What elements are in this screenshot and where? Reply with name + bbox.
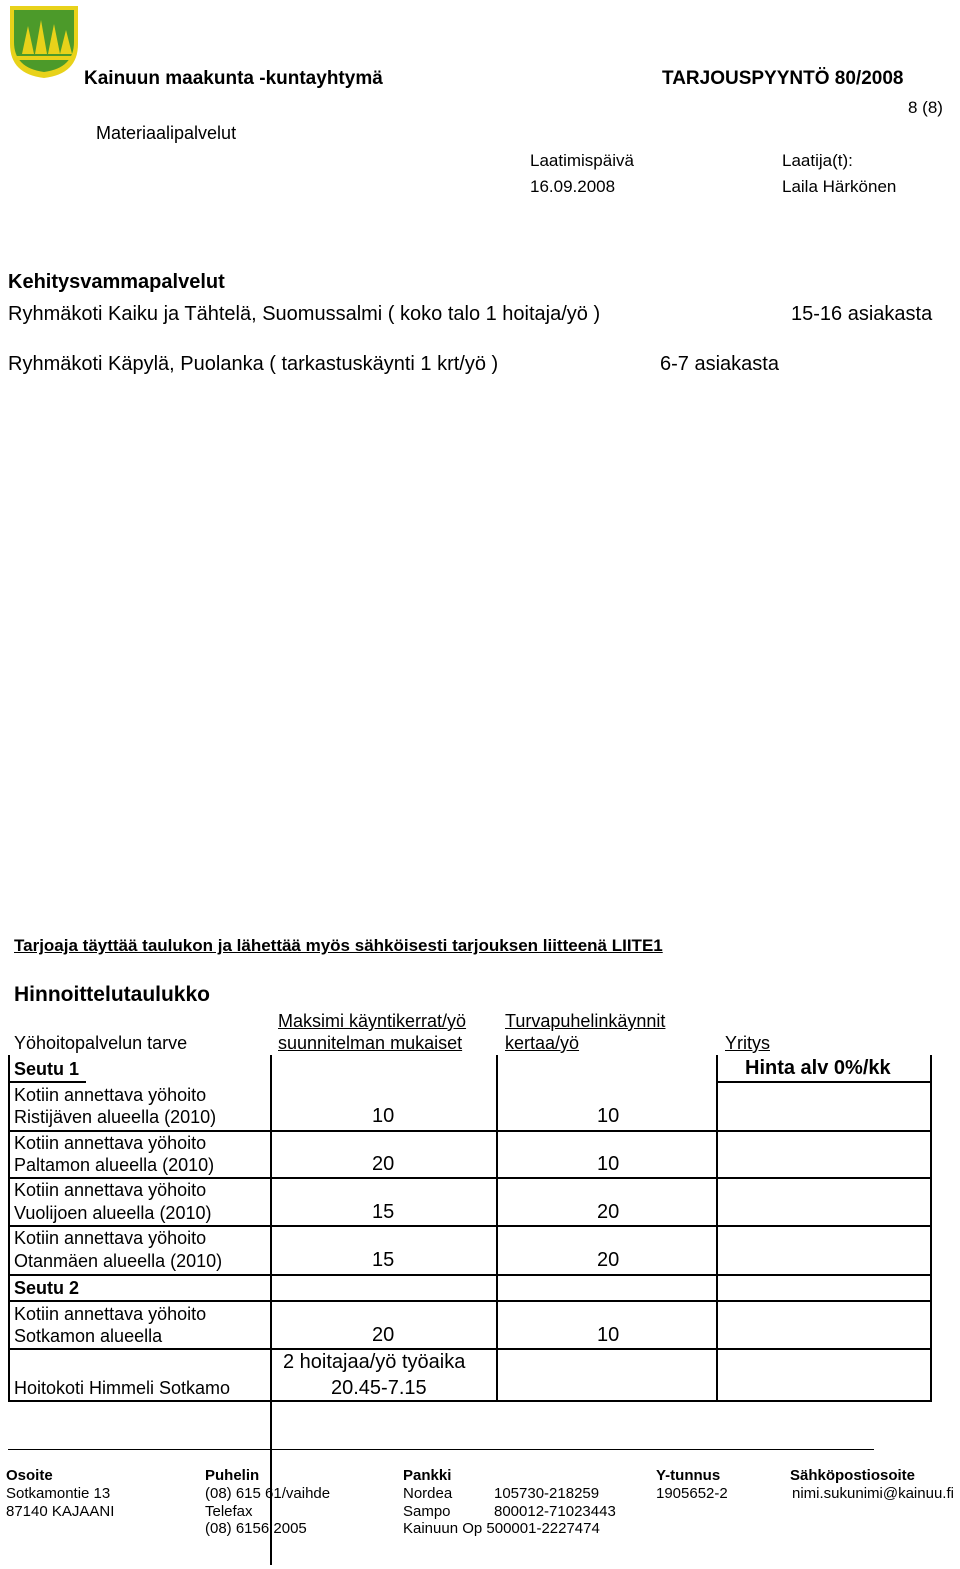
section-title: Kehitysvammapalvelut [8, 271, 225, 293]
row-2-phone: 10 [597, 1153, 620, 1175]
row-1-line-1: Kotiin annettava yöhoito [14, 1085, 207, 1105]
author-value: Laila Härkönen [782, 177, 897, 196]
footer-phone-2: Telefax [205, 1503, 253, 1520]
footer-bank-1-acc: 105730-218259 [494, 1485, 600, 1502]
last-row-visits-1: 2 hoitajaa/yö työaika [283, 1351, 466, 1373]
row-2-visits: 20 [372, 1153, 395, 1175]
col-header-phone-1: Turvapuhelinkäynnit [505, 1011, 666, 1031]
date-value: 16.09.2008 [530, 177, 616, 196]
footer-bank-label: Pankki [403, 1467, 452, 1484]
last-row-visits-2: 20.45-7.15 [331, 1377, 427, 1399]
footer-address-1: Sotkamontie 13 [6, 1485, 111, 1502]
doc-id: TARJOUSPYYNTÖ 80/2008 [662, 68, 904, 89]
price-header: Hinta alv 0%/kk [745, 1057, 891, 1079]
unit-line-1: Ryhmäkoti Kaiku ja Tähtelä, Suomussalmi ( koko talo 1 hoitaja/yö ) [8, 303, 601, 325]
table-title: Hinnoittelutaulukko [14, 983, 210, 1006]
row-3-phone: 20 [597, 1201, 620, 1223]
row-5-line-1: Kotiin annettava yöhoito [14, 1304, 207, 1324]
region-2-label: Seutu 2 [14, 1278, 80, 1298]
row-1-phone: 10 [597, 1105, 620, 1127]
author-label: Laatija(t): [782, 151, 853, 170]
footer-bank-1-name: Nordea [403, 1485, 453, 1502]
row-3-line-1: Kotiin annettava yöhoito [14, 1180, 207, 1200]
col-header-visits-2: suunnitelman mukaiset [278, 1033, 463, 1053]
last-row-label: Hoitokoti Himmeli Sotkamo [14, 1378, 231, 1398]
instruction-text: Tarjoaja täyttää taulukon ja lähettää myös sähköisesti tarjouksen liitteenä LIITE1 [14, 936, 663, 955]
row-4-visits: 15 [372, 1249, 395, 1271]
footer-bank-3: Kainuun Op 500001-2227474 [403, 1520, 600, 1537]
footer-phone-1: (08) 615 61/vaihde [205, 1485, 331, 1502]
page-number: 8 (8) [908, 98, 943, 117]
row-4-phone: 20 [597, 1249, 620, 1271]
footer-bank-2-acc: 800012-71023443 [494, 1503, 616, 1520]
row-5-phone: 10 [597, 1324, 620, 1346]
row-4-line-2: Otanmäen alueella (2010) [14, 1251, 223, 1271]
unit-line-2: Ryhmäkoti Käpylä, Puolanka ( tarkastuskäynti 1 krt/yö ) [8, 353, 499, 375]
department: Materiaalipalvelut [96, 123, 237, 143]
row-3-visits: 15 [372, 1201, 395, 1223]
row-2-line-2: Paltamon alueella (2010) [14, 1155, 215, 1175]
date-label: Laatimispäivä [530, 151, 634, 170]
col-header-company: Yritys [725, 1033, 770, 1053]
footer-email[interactable]: nimi.sukunimi@kainuu.fi [792, 1485, 954, 1502]
row-1-line-2: Ristijäven alueella (2010) [14, 1107, 217, 1127]
row-4-line-1: Kotiin annettava yöhoito [14, 1228, 207, 1248]
footer-email-label: Sähköpostiosoite [790, 1467, 916, 1484]
row-5-visits: 20 [372, 1324, 395, 1346]
region-1-label: Seutu 1 [14, 1059, 80, 1079]
footer-phone-label: Puhelin [205, 1467, 260, 1484]
footer-address-2: 87140 KAJAANI [6, 1503, 115, 1520]
footer-phone-3: (08) 6156 2005 [205, 1520, 307, 1537]
row-3-line-2: Vuolijoen alueella (2010) [14, 1203, 212, 1223]
unit-line-2-count: 6-7 asiakasta [660, 353, 779, 375]
col-header-visits-1: Maksimi käyntikerrat/yö [278, 1011, 467, 1031]
footer-address-label: Osoite [6, 1467, 53, 1484]
row-2-line-1: Kotiin annettava yöhoito [14, 1133, 207, 1153]
row-1-visits: 10 [372, 1105, 395, 1127]
org-name: Kainuun maakunta -kuntayhtymä [84, 68, 383, 89]
col-header-need: Yöhoitopalvelun tarve [14, 1033, 188, 1053]
row-5-line-2: Sotkamon alueella [14, 1326, 163, 1346]
footer-bank-2-name: Sampo [403, 1503, 451, 1520]
col-header-phone-2: kertaa/yö [505, 1033, 580, 1053]
footer-ytunnus: 1905652-2 [656, 1485, 728, 1502]
unit-line-1-count: 15-16 asiakasta [791, 303, 933, 325]
footer-ytunnus-label: Y-tunnus [656, 1467, 721, 1484]
kainuu-logo [8, 4, 80, 80]
